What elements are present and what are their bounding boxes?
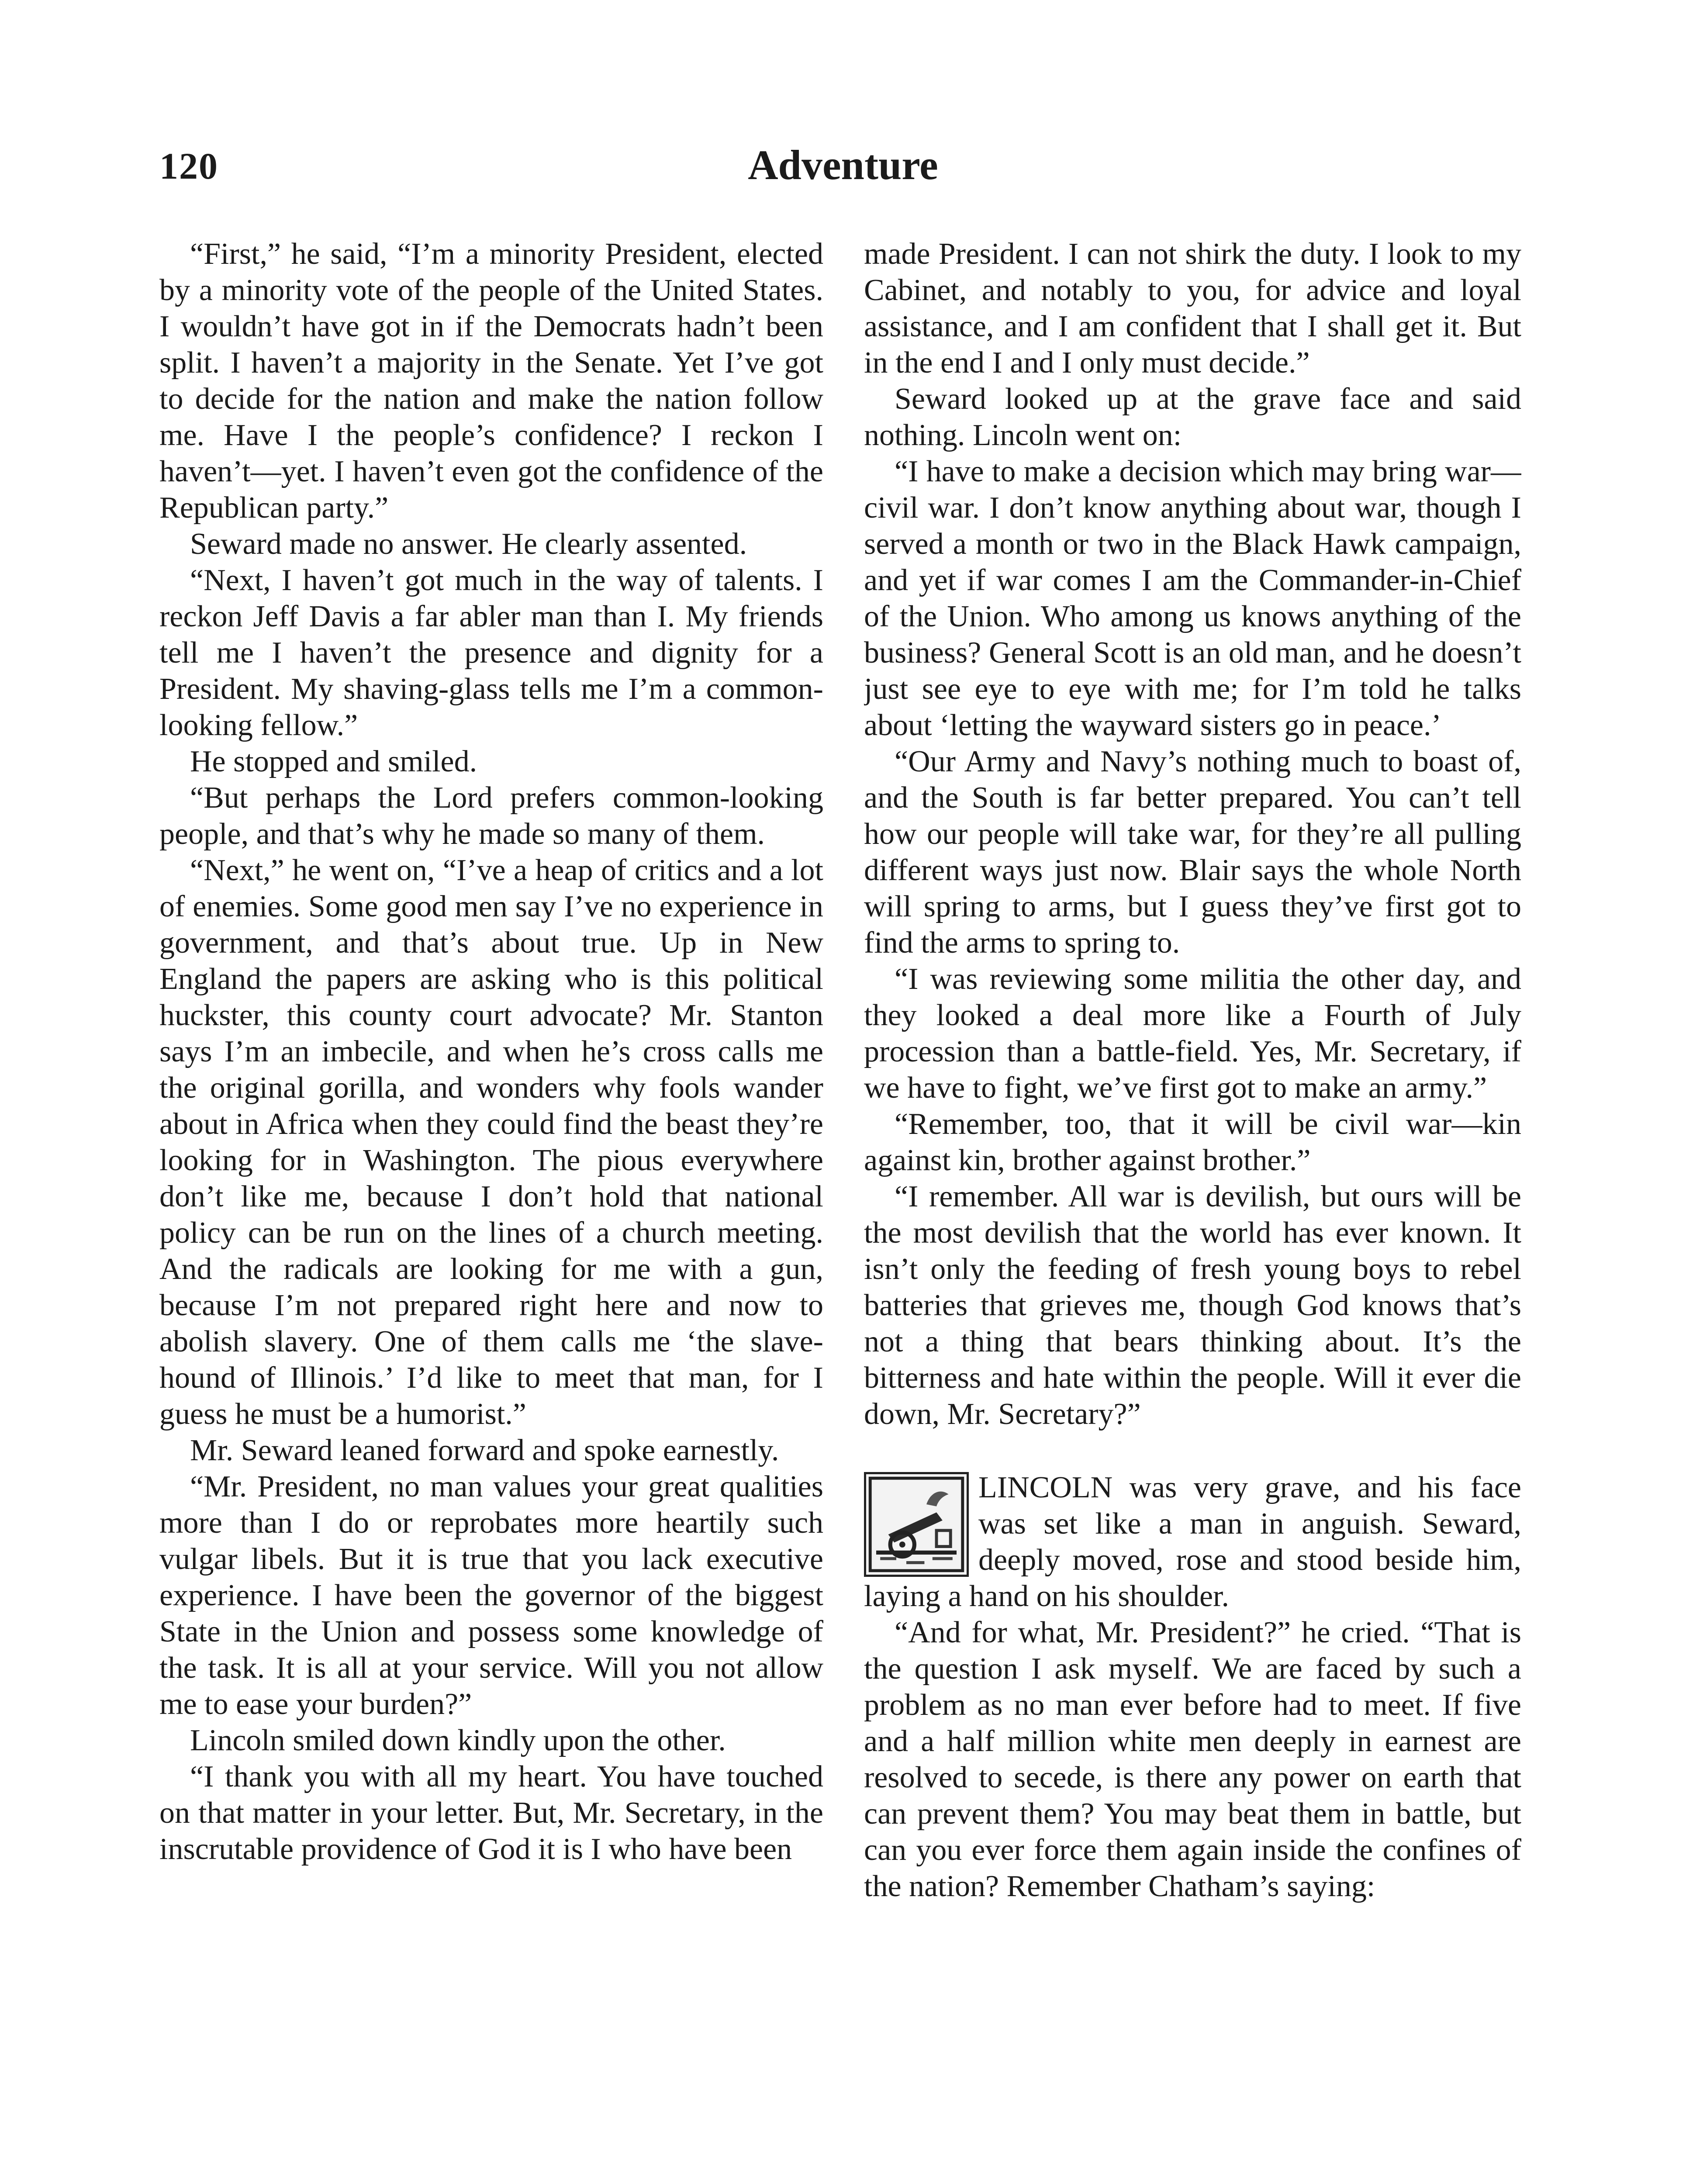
paragraph: “Mr. President, no man values your great qualities more than I do or reprobates more heartily such vulgar libels. But it is true that you lack executive experience. I have been the governor of the biggest State in the Union and possess some knowledge of the task. It is all at your service. Will you not allow me to ease your burden?” [159, 1470, 823, 1721]
page-header [0, 144, 1686, 210]
paragraph: “Next,” he went on, “I’ve a heap of critics and a lot of enemies. Some good men say I’ve no experience in government, and that’s about true. Up in New England the papers are asking who is this political huckster, this county court advocate? Mr. Stanton says I’m an imbecile, and when he’s cross calls me the original gorilla, and wonders why fools wander about in Africa when they could find the beast they’re looking for in Washington. The pious everywhere don’t like me, because I don’t hold that national policy can be run on the lines of a church meeting. And the radicals are looking for me with a gun, because I’m not prepared right here and now to abolish slavery. One of them calls me ‘the slave-hound of Illinois.’ I’d like to meet that man, for I guess he must be a humorist.” [159, 854, 823, 1431]
paragraph: “First,” he said, “I’m a minority President, elected by a minority vote of the people of the United States. I wouldn’t have got in if the Democrats hadn’t been split. I haven’t a majority in the Senate. Yet I’ve got to decide for the nation and make the nation follow me. Have I the people’s confidence? I reckon I haven’t—yet. I haven’t even got the confidence of the Republican party.” [159, 237, 823, 525]
running-title: Adventure [748, 142, 938, 188]
paragraph: “Our Army and Navy’s nothing much to boast of, and the South is far better prepared. You can’t tell how our people will take war, for they’re all pulling different ways just now. Blair says the whole North will spring to arms, but I guess they’ve first got to find the arms to spring to. [864, 745, 1521, 960]
page-number: 120 [159, 145, 218, 187]
paragraph: “And for what, Mr. President?” he cried. “That is the question I ask myself. We are faced by such a problem as no man ever before had to meet. If five and a half million white men deeply in earnest are resolved to secede, is there any power on earth that can prevent them? You may beat them in battle, but can you ever force them again inside the confines of the nation? Remember Chatham’s saying: [864, 1616, 1521, 1903]
paragraph: Mr. Seward leaned forward and spoke earnestly. [190, 1434, 779, 1467]
paragraph: Lincoln smiled down kindly upon the other. [190, 1724, 726, 1757]
section-opening [864, 1469, 1521, 1614]
left-column [159, 236, 823, 2184]
section-opening-text: LINCOLN was very grave, and his face was set like a man in anguish. Seward, deeply moved, rose and stood beside him, laying a hand on his shoulder. [864, 1471, 1521, 1613]
paragraph: “Next, I haven’t got much in the way of talents. I reckon Jeff Davis a far abler man than I. My friends tell me I haven’t the presence and dignity for a President. My shaving-glass tells me I’m a common-looking fellow.” [159, 563, 823, 742]
paragraph: “I was reviewing some militia the other day, and they looked a deal more like a Fourth of July procession than a battle-field. Yes, Mr. Secretary, if we have to fight, we’ve first got to make an army.” [864, 962, 1521, 1105]
paragraph: “But perhaps the Lord prefers common-looking people, and that’s why he made so many of them. [159, 781, 823, 851]
paragraph: “I thank you with all my heart. You have touched on that matter in your letter. But, Mr. Secretary, in the inscrutable providence of God it is I who have been [159, 1760, 823, 1866]
paragraph: Seward made no answer. He clearly assented. [190, 527, 747, 561]
continued-paragraph: made President. I can not shirk the duty. I look to my Cabinet, and notably to you, for advice and loyal assistance, and I am confident that I shall get it. But in the end I and I only must decide.” [864, 237, 1521, 380]
paragraph: “I remember. All war is devilish, but ours will be the most devilish that the world has ever known. It isn’t only the feeding of fresh young boys to rebel batteries that grieves me, though God knows that’s not a thing that bears thinking about. It’s the bitterness and hate within the people. Will it ever die down, Mr. Secretary?” [864, 1180, 1521, 1431]
cannon-vignette-icon [864, 1472, 969, 1577]
paragraph: “Remember, too, that it will be civil war—kin against kin, brother against brother.” [864, 1107, 1521, 1177]
paragraph: He stopped and smiled. [190, 745, 477, 778]
paragraph: Seward looked up at the grave face and said nothing. Lincoln went on: [864, 382, 1521, 452]
right-column [864, 236, 1521, 2184]
paragraph: “I have to make a decision which may bring war—civil war. I don’t know anything about war, though I served a month or two in the Black Hawk campaign, and yet if war comes I am the Commander-in-Chief of the Union. Who among us knows anything of the business? General Scott is an old man, and he doesn’t just see eye to eye with me; for I’m told he talks about ‘letting the wayward sisters go in peace.’ [864, 455, 1521, 742]
